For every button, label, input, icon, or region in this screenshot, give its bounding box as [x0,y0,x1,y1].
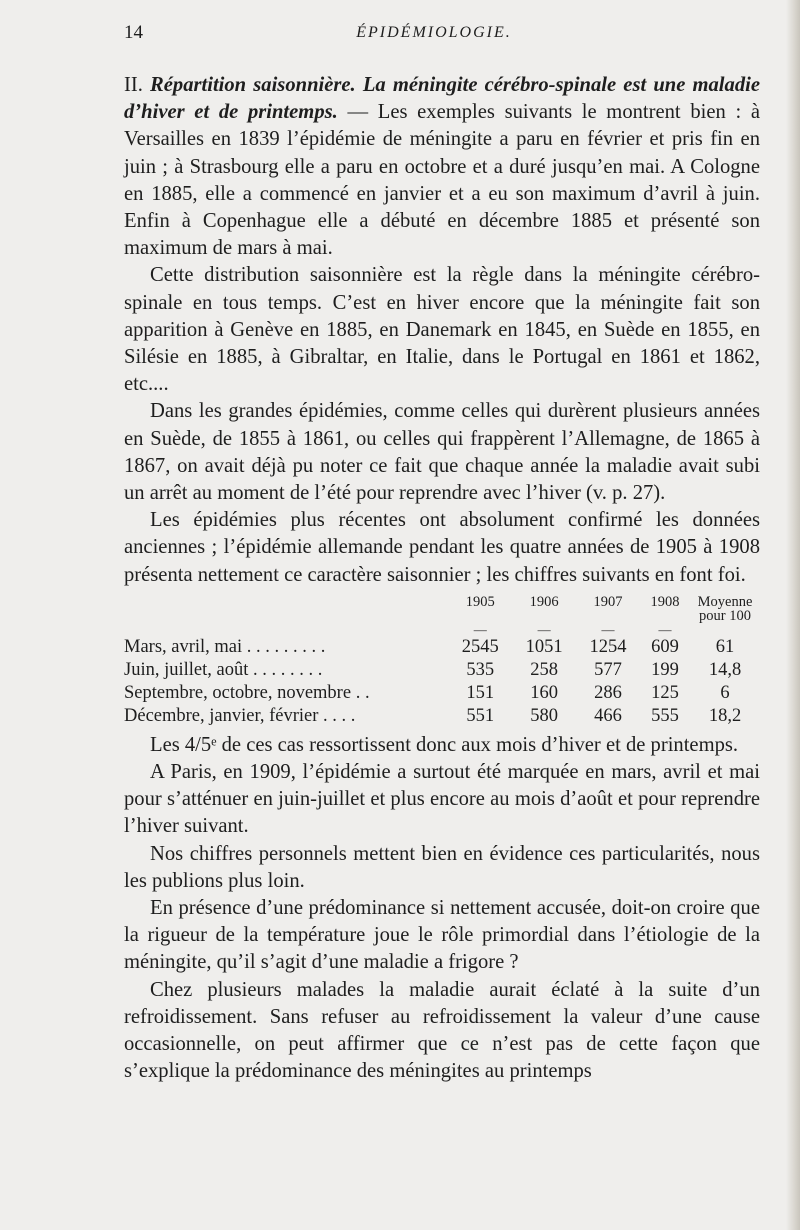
table-row [124,705,760,728]
table-row [124,659,760,682]
paragraph: Nos chiffres personnels mettent bien en évidence ces particularités, nous les publions plus loin. [124,842,760,892]
table-dash: — [601,621,615,637]
table-row-label: Juin, juillet, août . . . . . . . . [124,659,323,680]
paragraph: En présence d’une prédominance si nettement accusée, doit-on croire que la rigueur de la température joue le rôle primordial dans l’étiologie de la méningite, qu’il s’agit d’une maladie a frigore ? [124,897,760,974]
table-header-cell: Moyenne pour 100 [697,593,753,624]
paragraph: Les épidémies plus récentes ont absolument confirmé les données anciennes ; l’épidémie allemande pendant les quatre années de 1905 à 1908 présenta nettement ce caractère saisonnier ; les chiffres suivants en font foi. [124,509,760,586]
table-cell: 555 [651,705,679,726]
table-cell: 18,2 [708,705,742,726]
section-number: II. [124,74,143,96]
paragraph: Les 4/5ᵉ de ces cas ressortissent donc aux mois d’hiver et de printemps. [150,733,739,756]
table-cell: 6 [720,682,730,703]
leader-dots: . . . . . . . . . [242,636,326,657]
table-dash: — [658,621,672,637]
table-header-cell: 1908 [650,593,680,610]
page-number: 14 [124,22,143,43]
page-edge-shadow [786,0,800,1230]
paragraph: Cette distribution saisonnière est la règle dans la méningite cérébro-spinale en tous temps. C’est en hiver encore que la méningite fait son apparition à Genève en 1885, en Danemark en 1845, en Suède en 1855, en Silésie en 1885, à Gibraltar, en Italie, dans le Portugal en 1861 et 1862, etc.... [124,264,760,396]
paragraph: Dans les grandes épidémies, comme celles qui durèrent plusieurs années en Suède, de 1855 à 1861, ou celles qui frappèrent l’Allemagne, de 1865 à 1867, on avait déjà pu noter ce fait que chaque année la maladie avait subi un arrêt au moment de l’été pour reprendre avec l’hiver (v. p. 27). [124,400,760,505]
table-cell: 535 [466,659,495,680]
paragraph: Chez plusieurs malades la maladie aurait éclaté à la suite d’un refroidissement. Sans refuser au refroidissement la valeur d’une cause occasionnelle, on peut affirmer que ce n’est pas de cette façon que s’explique la prédominance des méningites au printemps [124,978,760,1083]
table-header-label [124,595,448,623]
table-cell: 160 [530,682,559,703]
table-cell: 609 [651,636,679,657]
table-dash: — [537,621,551,637]
table-cell: 580 [530,705,559,726]
table-dash-row [124,623,760,636]
leader-dots: . . . . . . . . [248,659,323,680]
table-cell: 258 [530,659,559,680]
table-dash: — [473,621,487,637]
section-paragraph [124,72,760,262]
table-row-label: Décembre, janvier, février . . . . [124,705,356,726]
table-cell: 2545 [461,636,499,657]
table-row [124,636,760,659]
paragraph: A Paris, en 1909, l’épidémie a surtout été marquée en mars, avril et mai pour s’atténuer en juin-juillet et plus encore au mois d’août et pour reprendre l’hiver suivant. [124,761,760,838]
table-cell: 286 [594,682,622,703]
body-text [124,72,760,1086]
table-row-label: Mars, avril, mai . . . . . . . . . [124,636,326,657]
section-intro: — Les exemples suivants le montrent bien : à Versailles en 1839 l’épidémie de méningite a paru en février et pris fin en juin ; à Strasbourg elle a paru en octobre et a duré jusqu’en mai. A Cologne en 1885, elle a commencé en janvier et a eu son maximum d’avril à juin. Enfin à Copenhague elle a débuté en décembre 1885 et présenté son maximum de mars à mai. [124,101,760,260]
table-row [124,682,760,705]
table-header-cell: 1907 [593,593,623,610]
seasonal-cases-table [124,595,760,728]
table-cell: 199 [651,659,679,680]
running-title: ÉPIDÉMIOLOGIE. [356,24,512,41]
table-cell: 14,8 [708,659,742,680]
table-header-cell: 1905 [465,593,495,610]
table-row-label: Septembre, octobre, novembre . . [124,682,370,703]
table-header-row [124,595,760,623]
table-cell: 125 [651,682,679,703]
table-cell: 551 [466,705,495,726]
table-cell: 466 [594,705,622,726]
page-header [124,22,744,52]
table-cell: 1254 [589,636,627,657]
table-cell: 61 [715,636,735,657]
table-cell: 151 [466,682,495,703]
leader-dots: . . . . [318,705,356,726]
leader-dots: . . [351,682,370,703]
table-header-cell: 1906 [529,593,559,610]
table-cell: 1051 [525,636,563,657]
section-heading: Répartition saisonnière. La méningite cérébro-spinale est une maladie d’hiver et de printemps. [124,74,760,124]
table-cell: 577 [594,659,622,680]
